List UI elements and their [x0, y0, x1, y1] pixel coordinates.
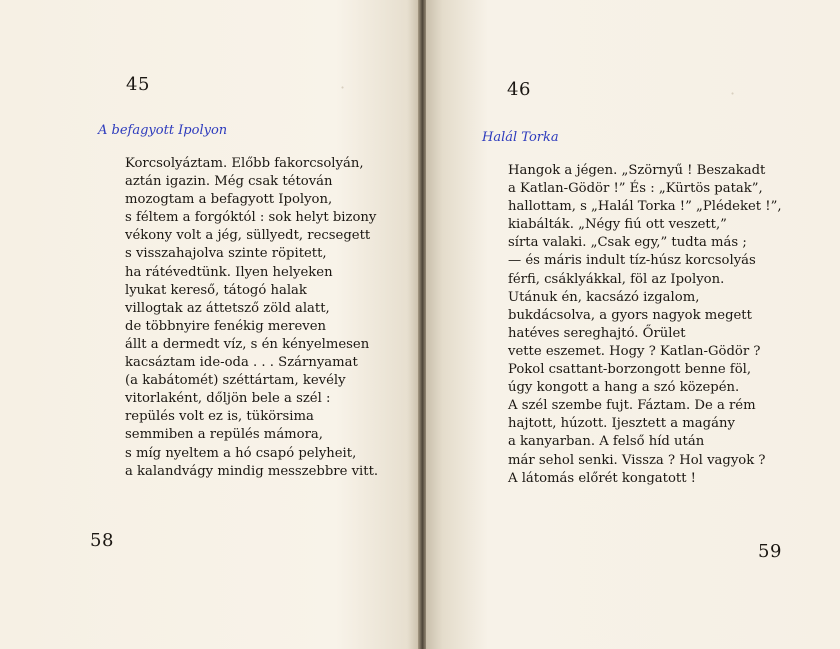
poem-line: a Katlan-Gödör !” És : „Kürtös patak”,: [508, 181, 763, 197]
poem-line: Pokol csattant-borzongott benne föl,: [508, 362, 752, 378]
poem-line: sírta valaki. „Csak egy,” tudta más ;: [508, 235, 747, 251]
poem-line: már sehol senki. Vissza ? Hol vagyok ?: [508, 452, 766, 468]
poem-line: hatéves sereghajtó. Őrület: [508, 325, 686, 341]
show-through-mark: ·: [730, 84, 736, 103]
poem-line: vékony volt a jég, süllyedt, recsegett: [125, 228, 371, 244]
poem-line: Korcsolyáztam. Előbb fakorcsolyán,: [125, 156, 364, 171]
poem-line: semmiben a repülés mámora,: [125, 427, 323, 443]
poem-line: Utánuk én, kacsázó izgalom,: [508, 289, 700, 305]
poem-line: úgy kongott a hang a szó közepén.: [508, 380, 740, 396]
right-page: [426, 0, 840, 649]
poem-line: aztán igazin. Még csak tétován: [125, 174, 333, 190]
poem-line: — és máris indult tíz-húsz korcsolyás: [508, 253, 756, 269]
poem-line: bukdácsolva, a gyors nagyok megett: [508, 307, 752, 323]
page-folio: 58: [90, 530, 114, 551]
poem-line: a kalandvágy mindig messzebbre vitt.: [125, 463, 379, 479]
poem-line: s féltem a forgóktól : sok helyt bizony: [125, 210, 377, 226]
poem-number: 46: [507, 79, 531, 100]
poem-line: repülés volt ez is, tükörsima: [125, 409, 314, 425]
poem-line: Hangok a jégen. „Szörnyű ! Beszakadt: [508, 163, 766, 178]
poem-lines: [508, 162, 782, 488]
poem-line: vitorlaként, dőljön bele a szél :: [125, 391, 331, 407]
poem-line: A látomás előrét kongatott !: [508, 470, 696, 486]
poem-line: a kanyarban. A felső híd után: [508, 434, 705, 450]
poem-line: s visszahajolva szinte röpitett,: [125, 246, 327, 262]
poem-line: állt a dermedt víz, s én kényelmesen: [125, 336, 370, 352]
poem-line: villogtak az áttetsző zöld alatt,: [125, 300, 330, 316]
poem-line: vette eszemet. Hogy ? Katlan-Gödör ?: [508, 343, 761, 359]
poem-title: A befagyott Ipolyon: [98, 123, 228, 138]
poem-title: Halál Torka: [482, 130, 559, 145]
poem-line: de többnyire fenékig mereven: [125, 318, 327, 334]
poem-line: mozogtam a befagyott Ipolyon,: [125, 192, 333, 208]
poem-line: (a kabátomét) széttártam, kevély: [125, 373, 346, 389]
poem-line: kacsáztam ide-oda . . . Szárnyamat: [125, 355, 358, 371]
poem-line: s míg nyeltem a hó csapó pelyheit,: [125, 445, 357, 461]
page-folio: 59: [758, 541, 782, 562]
poem-line: ha rátévedtünk. Ilyen helyeken: [125, 264, 333, 280]
poem-number: 45: [126, 74, 150, 95]
poem-line: hallottam, s „Halál Torka !” „Plédeket !”,: [508, 199, 782, 215]
poem-line: hajtott, húzott. Ijesztett a magány: [508, 416, 735, 432]
poem-lines: [125, 155, 378, 481]
poem-line: lyukat kereső, tátogó halak: [125, 282, 307, 298]
show-through-mark: ·: [340, 78, 346, 97]
poem-line: kiabálták. „Négy fiú ott veszett,”: [508, 217, 727, 233]
poem-line: A szél szembe fujt. Fáztam. De a rém: [508, 398, 756, 414]
poem-line: férfi, csáklyákkal, föl az Ipolyon.: [508, 271, 725, 287]
